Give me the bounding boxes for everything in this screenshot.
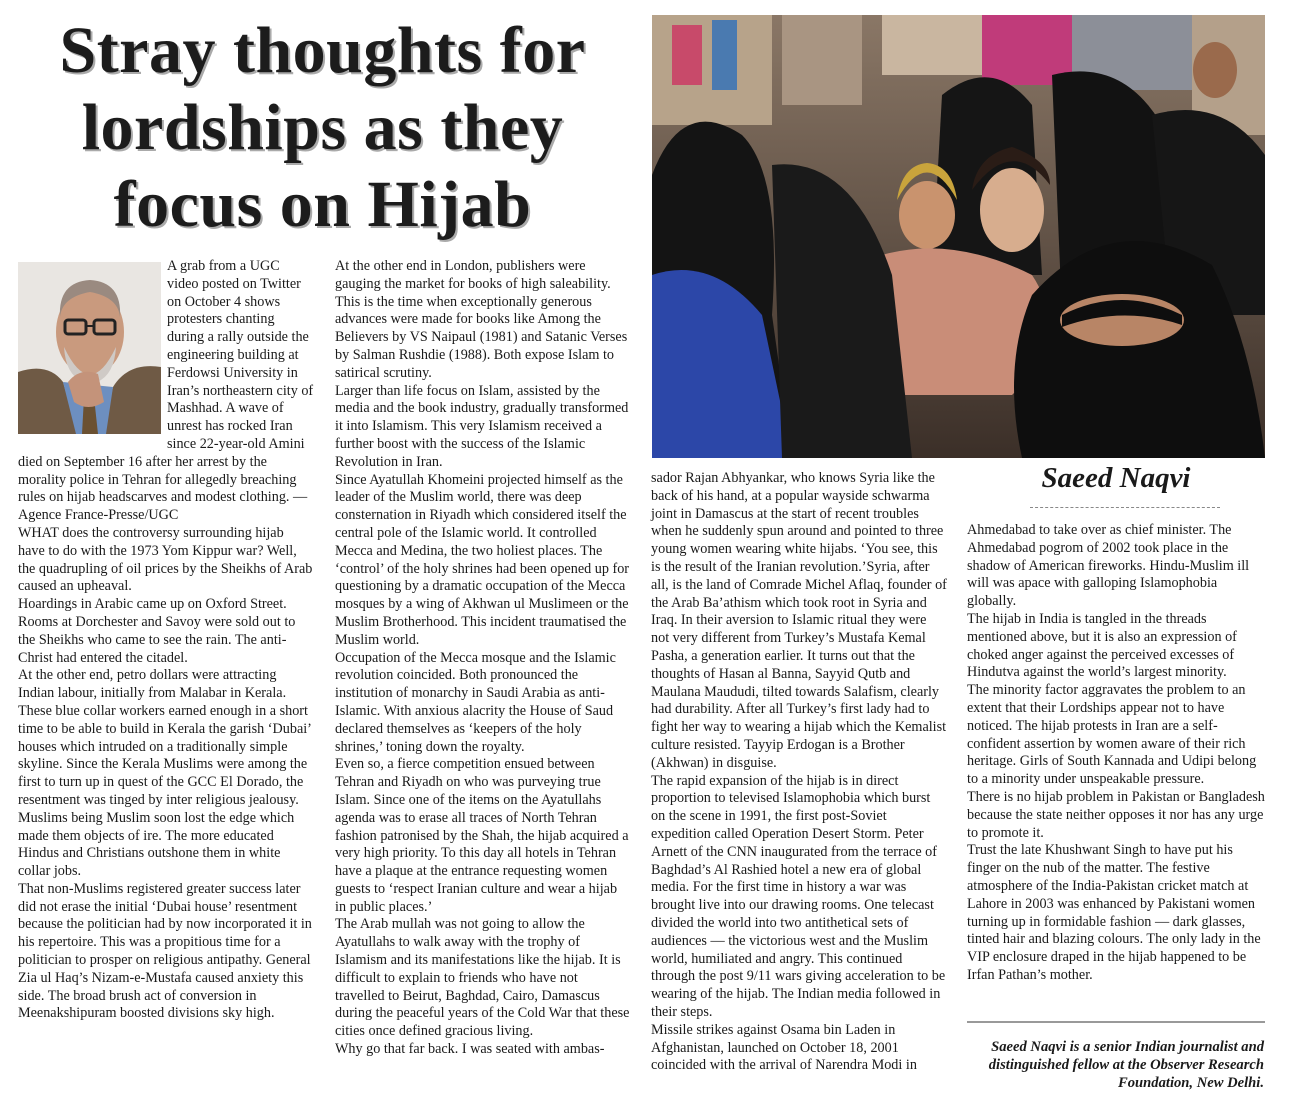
paragraph: Even so, a fierce competition ensued between Tehran and Riyadh on who was purveying true Islam. Since one of the items on the Ayatullahs agenda was to erase all traces of North Tehran fashion patronised by the Shah, the hijab acquired a very high priority. To this day all hotels in Tehran have a plaque at the entrance requesting women guests to ‘respect Iranian culture and wear a hijab in public places.’: [335, 756, 629, 915]
paragraph: Why go that far back. I was seated with ambas-: [335, 1041, 605, 1058]
column-3: [651, 470, 947, 1075]
paragraph: WHAT does the controversy surrounding hijab have to do with the 1973 Yom Kippur war? Well, the quadrupling of oil prices by the Sheikhs of Arab caused an upheaval.: [18, 524, 313, 595]
byline-divider: [1030, 507, 1220, 508]
author-photo: [18, 262, 161, 434]
bio-divider: [967, 1021, 1265, 1023]
paragraph: sador Rajan Abhyankar, who knows Syria like the back of his hand, at a popular wayside schwarma joint in Damascus at the start of recent troubles when he suddenly spun around and pointed to three young women wearing white hijabs. ‘You see, this is the result of the Iranian revolution.’Syria, after all, is the land of Comrade Michel Aflaq, founder of the Arab Ba’athism which took root in Syria and Iraq. In their aversion to Islamic ritual they were not very different from Turkey’s Mustafa Kemal Pasha, a generation earlier. It turns out that the thoughts of Hasan al Banna, Sayyid Qutb and Maulana Maududi, tilted towards Salafism, clearly had durability. After all Turkey’s first lady had to fight her way to wearing a hijab which the Kemalist culture resisted. Tayyip Erdogan is a Brother (Akhwan) in disguise.: [651, 470, 947, 771]
paragraph: The hijab in India is tangled in the threads mentioned above, but it is also an expression of choked anger against the perceived excesses of Hindutva against the world’s largest minority.: [967, 610, 1237, 681]
author-bio: Saeed Naqvi is a senior Indian journalist and distinguished fellow at the Observer Research Foundation, New Delhi.: [988, 1039, 1264, 1091]
paragraph: At the other end, petro dollars were attracting Indian labour, initially from Malabar in Kerala. These blue collar workers earned enough in a short time to be able to build in Kerala the garish ‘Dubai’ houses which intruded on a traditionally simple skyline. Since the Kerala Muslims were among the first to turn up in quest of the GCC El Dorado, the resentment was tinged by inter religious jealousy.: [18, 667, 311, 808]
paragraph: The rapid expansion of the hijab is in direct proportion to televised Islamophobia which burst on the scene in 1991, the first post-Soviet expedition called Operation Desert Storm. Peter Arnett of the CNN inaugurated from the terrace of Baghdad’s Al Rashied hotel a new era of global media. For the first time in history a war was brought live into our drawing rooms. One telecast divided the world into two antithetical sets of audiences — the victorious west and the Muslim world, humiliated and angry. This continued through the post 9/11 wars giving acceleration to be wearing of the hijab. The Indian media followed in their steps.: [651, 772, 946, 1020]
headline-line: lordships as they: [81, 91, 564, 164]
paragraph: Larger than life focus on Islam, assisted by the media and the book industry, gradually transformed it into Islamism. This very Islamism received a further boost with the success of the Islamic Revolution in Iran.: [335, 382, 629, 470]
column-1: [18, 258, 314, 1023]
paragraph: Missile strikes against Osama bin Laden in Afghanistan, launched on October 18, 2001 coincided with the arrival of Narendra Modi in: [651, 1021, 917, 1074]
paragraph: At the other end in London, publishers were gauging the market for books of high saleability. This is the time when exceptionally generous advances were made for books like Among the Believers by VS Naipaul (1981) and Satanic Verses by Salman Rushdie (1988). Both expose Islam to satirical scrutiny.: [335, 258, 628, 381]
hijab-photo: [652, 15, 1265, 458]
women-in-hijab-image: [652, 15, 1265, 458]
paragraph: Hoardings in Arabic came up on Oxford Street. Rooms at Dorchester and Savoy were sold out to the Sheikhs who came to see the rain. The anti-Christ had entered the citadel.: [18, 596, 296, 666]
headline: [0, 12, 645, 243]
paragraph: Since Ayatullah Khomeini projected himself as the leader of the Muslim world, there was deep consternation in Riyadh which considered itself the central pole of the Islamic world. It controlled Mecca and Medina, the two holiest places. The ‘control’ of the holy shrines had been opened up for questioning by a dramatic occupation of the Mecca mosques by a wing of Akhwan ul Muslimeen or the Muslim Brotherhood. This incident traumatised the Muslim world.: [335, 471, 630, 648]
paragraph: Trust the late Khushwant Singh to have put his finger on the nub of the matter. The festive atmosphere of the India-Pakistan cricket match at Lahore in 2003 was enhanced by Pakistani women turning up in formidable fashion — dark glasses, tinted hair and blazing colours. The only lady in the VIP enclosure draped in the hijab happened to be Irfan Pathan’s mother.: [967, 842, 1261, 983]
column-2: [335, 258, 631, 1059]
headline-line: Stray thoughts for: [59, 14, 586, 87]
paragraph: Muslims being Muslim soon lost the edge which made them objects of ire. The more educated Hindus and Christians outshone them in white collar jobs.: [18, 809, 295, 880]
column-4: [967, 522, 1265, 985]
paragraph: There is no hijab problem in Pakistan or Bangladesh because the state neither opposes it nor has any urge to promote it.: [967, 788, 1265, 841]
author-byline: Saeed Naqvi: [1041, 462, 1191, 494]
paragraph: That non-Muslims registered greater success later did not erase the initial ‘Dubai house’ resentment because the politician had by now incorporated it in his repertoire. This was a propitious time for a politician to prosper on religious antipathy. General Zia ul Haq’s Nizam-e-Mustafa caused anxiety this side. The broad brush act of conversion in Meenakshipuram boosted divisions sky high.: [18, 880, 312, 1022]
paragraph: The Arab mullah was not going to allow the Ayatullahs to walk away with the trophy of Islamism and its manifestations like the hijab. It is difficult to explain to friends who have not travelled to Beirut, Baghdad, Cairo, Damascus during the peaceful years of the Cold War that these cities once defined gracious living.: [335, 916, 630, 1040]
photo-caption: A grab from a UGC video posted on Twitter on October 4 shows protesters chanting during a rally outside the engineering building at Ferdowsi University in Iran’s northeastern city of Mashhad. A wave of unrest has rocked Iran since 22-year-old Amini died on September 16 after her arrest by the morality police in Tehran for allegedly breaching rules on hijab headscarves and modest clothing. — Agence France-Presse/UGC: [18, 258, 314, 524]
headline-line: focus on Hijab: [113, 168, 532, 241]
paragraph: Ahmedabad to take over as chief minister. The Ahmedabad pogrom of 2002 took place in the shadow of American fireworks. Hindu-Muslim ill will was apace with galloping Islamophobia globally.: [967, 522, 1250, 610]
paragraph: Occupation of the Mecca mosque and the Islamic revolution coincided. Both pronounced the institution of monarchy in Saudi Arabia as anti-Islamic. With anxious alacrity the House of Saud declared themselves as ‘keepers of the holy shrines,’ toning down the royalty.: [335, 649, 616, 755]
paragraph: The minority factor aggravates the problem to an extent that their Lordships appear not to have noticed. The hijab protests in Iran are a self-confident assertion by women aware of their rich heritage. Girls of South Kannada and Udipi belong to a minority under unspeakable pressure.: [967, 682, 1257, 788]
